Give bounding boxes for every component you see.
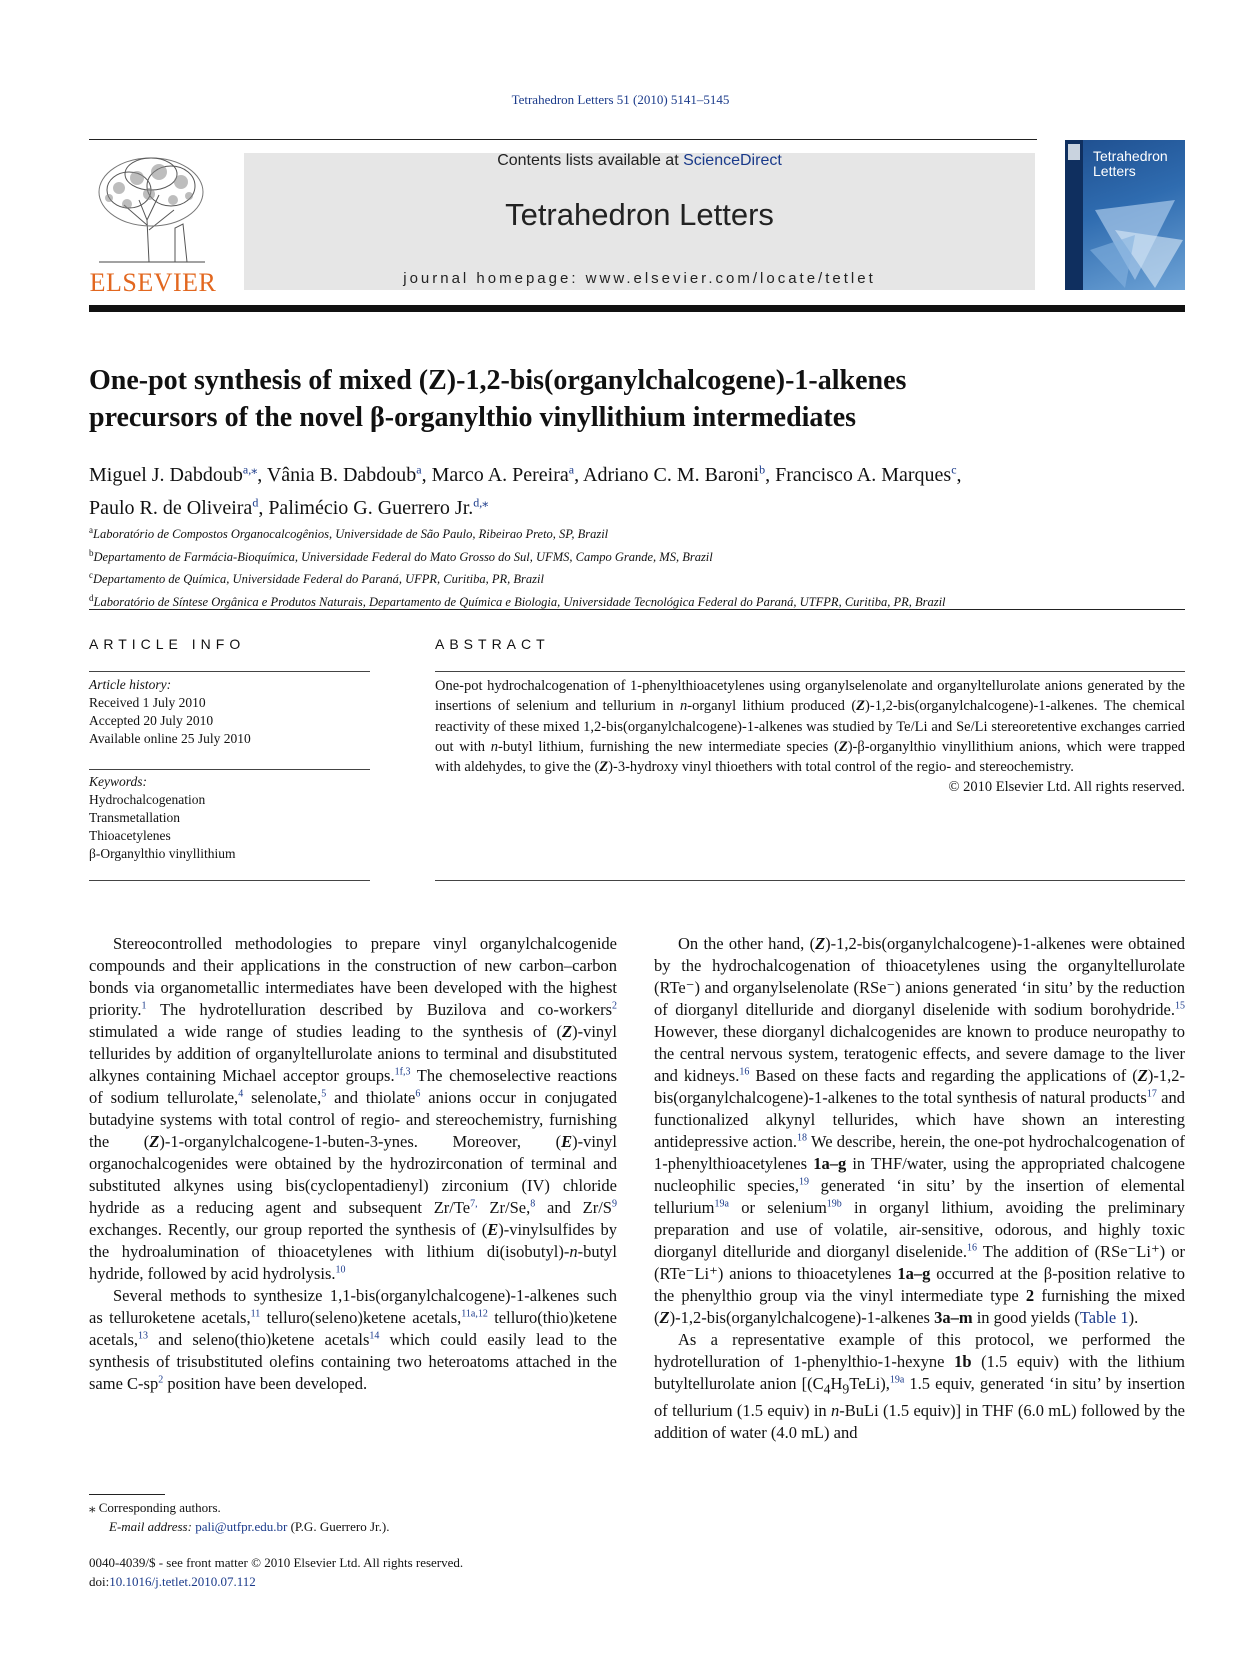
author: Paulo R. de Oliveira$^d$, <box>89 495 269 520</box>
body-column-right <box>654 933 1185 1444</box>
doi-line <box>89 1572 689 1591</box>
footnote-text: Corresponding authors. <box>98 1500 221 1515</box>
author: Miguel J. Dabdoub$^{a,⁎}$, <box>89 462 267 486</box>
footnote-marker: ⁎ <box>89 1500 96 1515</box>
body-paragraph: On the other hand, (Z)-1,2-bis(organylchalcogene)-1-alkenes were obtained by the hydrochalcogenation of thioacetylenes using the organyltellurolate (RTe⁻) and organylselenolate (RSe⁻) anions generated ‘in situ’ by the reduction of diorganyl ditelluride and diorganyl diselenide with sodium borohydride.$^{15}$ However, these diorganyl dichalcogenides are known to produce neuropathy to the central nervous system, teratogenic effects, and severe damage to the liver and kidneys.$^{16}$ Based on these facts and regarding the applications of (Z)-1,2-bis(organylchalcogene)-1-alkenes to the total synthesis of natural products$^{17}$ and functionalized alkynyl tellurides, which have shown an interesting antidepressive action.$^{18}$ We describe, herein, the one-pot hydrochalcogenation of 1-phenylthioacetylenes 1a–g in THF/water, using the appropriated chalcogene nucleophilic species,$^{19}$ generated ‘in situ’ by the insertion of elemental tellurium$^{19a}$ or selenium$^{19b}$ in organyl lithium, avoiding the preliminary preparation and use of volatile, air-sensitive, odorous, and highly toxic diorganyl ditelluride and diorganyl diselenide.$^{16}$ The addition of (RSe⁻Li⁺) or (RTe⁻Li⁺) anions to thioacetylenes 1a–g occurred at the β-position relative to the phenylthio group via the vinyl intermediate type 2 furnishing the mixed (Z)-1,2-bis(organylchalcogene)-1-alkenes 3a–m in good yields (Table 1). <box>654 934 1186 1327</box>
keywords-label: Keywords: <box>89 774 147 789</box>
keyword-item: β-Organylthio vinyllithium <box>89 846 236 861</box>
history-item: Available online 25 July 2010 <box>89 731 251 746</box>
footnote-rule <box>89 1494 165 1495</box>
abstract-rule <box>435 671 1185 672</box>
abstract-body <box>435 676 1185 798</box>
article-title <box>89 362 1185 436</box>
body-column-left <box>89 933 617 1395</box>
history-label: Article history: <box>89 677 172 692</box>
footnote <box>89 1498 617 1536</box>
email-line <box>89 1517 617 1536</box>
keyword-item: Transmetallation <box>89 810 180 825</box>
author: Vânia B. Dabdoub$^a$, <box>266 462 432 486</box>
info-rule <box>89 671 370 672</box>
header-rule <box>89 139 1037 140</box>
keywords <box>89 773 370 863</box>
body-paragraph: As a representative example of this protocol, we performed the hydrotelluration of 1-phenylthio-1-hexyne 1b (1.5 equiv) with the lithium butyltellurolate anion [$(C_4H_9TeLi),^{19a}$ 1.5 equiv, generated ‘in situ’ by insertion of tellurium (1.5 equiv) in n-BuLi (1.5 equiv)] in THF (6.0 mL) followed by the addition of water (4.0 mL) and <box>654 1330 1186 1443</box>
email-owner: (P.G. Guerrero Jr.). <box>287 1519 390 1534</box>
history-list <box>89 694 370 748</box>
body-paragraph: Several methods to synthesize 1,1-bis(organylchalcogene)-1-alkenes such as telluroketene acetals,$^{11}$ telluro(seleno)ketene acetals,$^{11a,12}$ telluro(thio)ketene acetals,$^{13}$ and seleno(thio)ketene acetals$^{14}$ which could easily lead to the synthesis of trisubstituted olefins containing two heteroatoms attached in the same $C-sp^2$ position have been developed. <box>89 1286 617 1393</box>
journal-citation[interactable]: Tetrahedron Letters 51 (2010) 5141–5145 <box>511 92 730 107</box>
email-link[interactable]: pali@utfpr.edu.br <box>195 1519 288 1534</box>
contents-prefix: Contents lists available at <box>497 152 684 169</box>
section-rule <box>89 609 1185 610</box>
author: Palimécio G. Guerrero Jr.$^{d,⁎}$ <box>268 495 489 520</box>
author: Adriano C. M. Baroni$^b$, <box>583 462 776 486</box>
author-list <box>89 455 1185 522</box>
publisher-wordmark[interactable]: ELSEVIER <box>89 268 217 297</box>
affiliation: $^c$Departamento de Química, Universidade Federal do Paraná, UFPR, Curitiba, PR, Brazil <box>89 570 544 587</box>
history-item: Received 1 July 2010 <box>89 695 206 710</box>
doi-label: doi: <box>89 1574 110 1589</box>
history-item: Accepted 20 July 2010 <box>89 713 214 728</box>
sciencedirect-link[interactable]: ScienceDirect <box>683 152 782 169</box>
cover-title: Tetrahedron Letters <box>1093 148 1168 179</box>
header-thick-rule <box>89 305 1185 312</box>
keyword-item: Hydrochalcogenation <box>89 792 206 807</box>
email-label: E-mail address: <box>109 1519 196 1534</box>
keyword-list <box>89 791 370 863</box>
doi-link[interactable]: 10.1016/j.tetlet.2010.07.112 <box>109 1574 256 1589</box>
journal-homepage[interactable]: journal homepage: www.elsevier.com/locate/tetlet <box>403 270 876 287</box>
abstract-copyright: © 2010 Elsevier Ltd. All rights reserved. <box>948 779 1185 796</box>
author: Francisco A. Marques$^c$, <box>775 462 962 486</box>
title-line-2: precursors of the novel β-organylthio vinyllithium intermediates <box>89 402 857 433</box>
article-info-heading: ARTICLE INFO <box>89 636 246 652</box>
author: Marco A. Pereira$^a$, <box>431 462 584 486</box>
affiliation: $^a$Laboratório de Compostos Organocalcogênios, Universidade de São Paulo, Ribeirao Preto, SP, Brazil <box>89 525 609 542</box>
body-paragraph: Stereocontrolled methodologies to prepare vinyl organylchalcogenide compounds and their applications in the construction of new carbon–carbon bonds via organometallic intermediates have been developed with the highest priority.$^1$ The hydrotelluration described by Buzilova and co-workers$^2$ stimulated a wide range of studies leading to the synthesis of (Z)-vinyl tellurides by addition of organyltellurolate anions to terminal and disubstituted alkynes containing Michael acceptor groups.$^{1f,3}$ The chemoselective reactions of sodium tellurolate,$^4$ selenolate,$^5$ and thiolate$^6$ anions occur in conjugated butadyine systems with total control of regio- and stereochemistry, furnishing the (Z)-1-organylchalcogene-1-buten-3-ynes. Moreover, (E)-vinyl organochalcogenides were obtained by the hydrozirconation of terminal and substituted alkynes using bis(cyclopentadienyl) zirconium (IV) chloride hydride as a reducing agent and subsequent $Zr/Te^{7,}$ Zr/Se,$^8$ and $Zr/S^9$ exchanges. Recently, our group reported the synthesis of (E)-vinylsulfides by the hydroalumination of thioacetylenes with lithium di(isobutyl)-n-butyl hydride, followed by acid hydrolysis.$^{10}$ <box>89 934 618 1283</box>
journal-cover[interactable] <box>1065 140 1185 290</box>
keyword-item: Thioacetylenes <box>89 828 171 843</box>
abstract-heading: ABSTRACT <box>435 636 550 652</box>
affiliation-list <box>89 521 1185 612</box>
info-rule-3 <box>89 880 370 881</box>
info-rule-2 <box>89 769 370 770</box>
title-line-1: One-pot synthesis of mixed (Z)-1,2-bis(organylchalcogene)-1-alkenes <box>89 365 907 396</box>
corresponding-note <box>89 1498 617 1517</box>
journal-name: Tetrahedron Letters <box>505 197 774 232</box>
contents-line <box>244 152 1035 170</box>
front-matter <box>89 1553 689 1591</box>
abstract-rule-2 <box>435 880 1185 881</box>
abstract-text: One-pot hydrochalcogenation of 1-phenylthioacetylenes using organylselenolate and organyltellurolate anions generated by the insertions of selenium and tellurium in n-organyl lithium produced (Z)-1,2-bis(organylchalcogene)-1-alkenes. The chemical reactivity of these mixed 1,2-bis(organylchalcogene)-1-alkenes was studied by Te/Li and Se/Li stereoretentive exchanges carried out with n-butyl lithium, furnishing the new intermediate species (Z)-β-organylthio vinyllithium anions, which were trapped with aldehydes, to give the (Z)-3-hydroxy vinyl thioethers with total control of the regio- and stereochemistry. <box>435 678 1186 776</box>
article-history <box>89 676 370 748</box>
affiliation: $^d$Laboratório de Síntese Orgânica e Produtos Naturais, Departamento de Química e Biologia, Universidade Tecnológica Federal do Paraná, UTFPR, Curitiba, PR, Brazil <box>89 592 946 610</box>
issn-line: 0040-4039/$ - see front matter © 2010 Elsevier Ltd. All rights reserved. <box>89 1555 464 1570</box>
affiliation: $^b$Departamento de Farmácia-Bioquímica, Universidade Federal do Mato Grosso do Sul, UFMS, Campo Grande, MS, Brazil <box>89 547 713 564</box>
